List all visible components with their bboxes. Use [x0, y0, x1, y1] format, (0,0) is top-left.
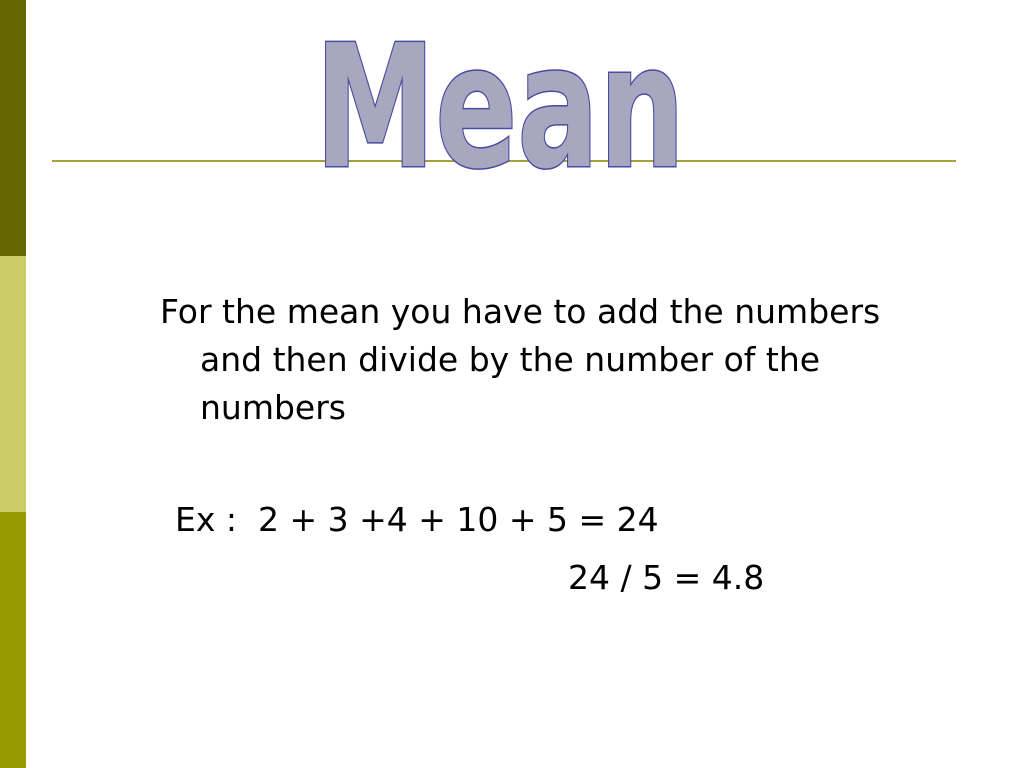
- example-result: 24 / 5 = 4.8: [568, 558, 765, 597]
- side-bar-bottom-segment: [0, 512, 26, 768]
- side-bar-middle-segment: [0, 256, 26, 512]
- side-accent-bar: [0, 0, 26, 768]
- slide-title-art: [290, 0, 710, 207]
- definition-paragraph: For the mean you have to add the numbers and then divide by the number of the numbers: [160, 292, 881, 427]
- slide-title: [290, 0, 710, 207]
- example-equation: Ex : 2 + 3 +4 + 10 + 5 = 24: [175, 500, 659, 539]
- side-bar-top-segment: [0, 0, 26, 256]
- slide-title-text: Mean: [315, 9, 685, 207]
